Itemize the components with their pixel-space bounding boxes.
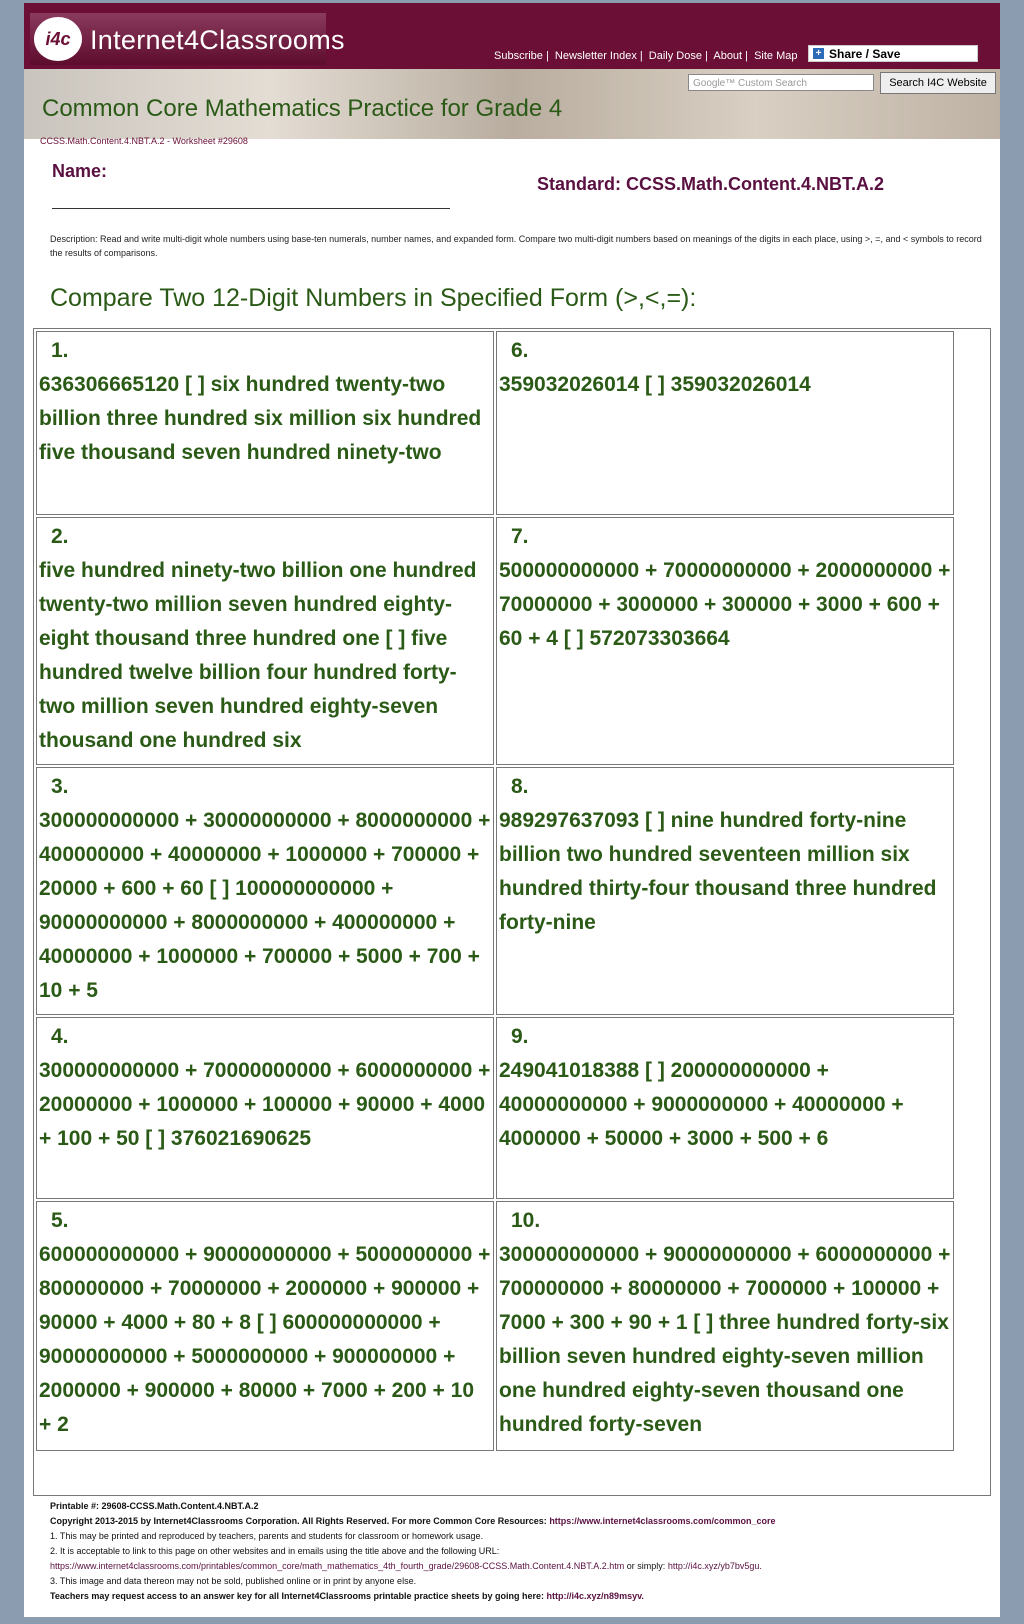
problem-text: 359032026014 [ ] 359032026014 — [499, 373, 811, 396]
standard-label: Standard: CCSS.Math.Content.4.NBT.A.2 — [537, 174, 885, 194]
problem-number: 4. — [51, 1025, 69, 1048]
problem-text: 249041018388 [ ] 200000000000 + 40000000000 + 9000000000 + 40000000 + 4000000 + 50000 + 3000 + 500 + 6 — [499, 1059, 904, 1150]
problem-number: 6. — [511, 339, 529, 362]
nav-subscribe[interactable]: Subscribe | — [494, 50, 549, 62]
share-save-label: Share / Save — [829, 47, 901, 61]
problem-number: 5. — [51, 1209, 69, 1232]
problem-text: 989297637093 [ ] nine hundred forty-nine billion two hundred seventeen million six hundred thirty-four thousand three hundred forty-nine — [499, 809, 937, 934]
name-line — [52, 208, 450, 209]
problem-text: 300000000000 + 90000000000 + 6000000000 + 700000000 + 80000000 + 7000000 + 100000 + 7000 + 300 + 90 + 1 [ ] three hundred forty-six billion seven hundred eighty-seven million one hundred eighty-seven thousand one hundred forty-seven — [499, 1243, 951, 1436]
problem-cell-5 — [36, 1201, 494, 1451]
problem-text: 300000000000 + 30000000000 + 8000000000 + 400000000 + 40000000 + 1000000 + 700000 + 20000 + 600 + 60 [ ] 100000000000 + 90000000000 + 8000000000 + 400000000 + 40000000 + 1000000 + 700000 + 5000 + 700 + 10 + 5 — [39, 809, 491, 1002]
url-or: or simply: — [626, 1561, 666, 1571]
description: Description: Read and write multi-digit whole numbers using base-ten numerals, number names, and expanded form. Compare two multi-digit numbers based on meanings of the digits in each place, using >, =, and < symbols to record the results of comparisons. — [50, 234, 982, 258]
printable-number: Printable #: 29608-CCSS.Math.Content.4.NBT.A.2 — [50, 1501, 259, 1511]
answer-key-link[interactable]: http://i4c.xyz/n89msyv. — [546, 1591, 644, 1601]
nav-daily-dose[interactable]: Daily Dose | — [648, 50, 708, 62]
search-button[interactable]: Search I4C Website — [880, 72, 996, 94]
problems-table — [33, 328, 991, 1496]
problem-number: 8. — [511, 775, 529, 798]
worksheet-id: CCSS.Math.Content.4.NBT.A.2 - Worksheet #29608 — [40, 136, 248, 146]
problem-number: 3. — [51, 775, 69, 798]
problem-number: 9. — [511, 1025, 529, 1048]
url-line — [50, 1559, 980, 1574]
rule-2: 2. It is acceptable to link to this page on other websites and in emails using the title above and the following URL: — [50, 1546, 500, 1556]
rule-1: 1. This may be printed and reproduced by teachers, parents and students for classroom or homework usage. — [50, 1531, 484, 1541]
top-nav — [494, 50, 801, 62]
search-input[interactable]: Google™ Custom Search — [688, 74, 874, 91]
page-title: Common Core Mathematics Practice for Grade 4 — [42, 95, 563, 122]
problem-cell-1 — [36, 331, 494, 515]
nav-site-map[interactable]: Site Map — [754, 50, 798, 62]
problem-cell-9 — [496, 1017, 954, 1199]
problem-number: 1. — [51, 339, 69, 362]
rule-3: 3. This image and data thereon may not be sold, published online or in print by anyone else. — [50, 1576, 417, 1586]
site-header — [24, 3, 1000, 69]
footer — [50, 1499, 980, 1604]
problem-cell-10 — [496, 1201, 954, 1451]
problem-cell-6 — [496, 331, 954, 515]
long-url-link[interactable]: https://www.internet4classrooms.com/printables/common_core/math_mathematics_4th_fourth_grade/29608-CCSS.Math.Content.4.NBT.A.2.htm — [50, 1561, 625, 1571]
i4c-logo-icon: i4c — [34, 17, 82, 61]
problem-cell-7 — [496, 517, 954, 765]
answer-key-line — [50, 1589, 980, 1604]
answer-key-text: Teachers may request access to an answer key for all Internet4Classrooms printable practice sheets by going here: — [50, 1591, 545, 1601]
problem-cell-4 — [36, 1017, 494, 1199]
problem-number: 7. — [511, 525, 529, 548]
site-logo[interactable] — [30, 13, 345, 65]
plus-icon: + — [813, 48, 824, 59]
nav-newsletter-index[interactable]: Newsletter Index | — [554, 50, 643, 62]
problem-text: 500000000000 + 70000000000 + 2000000000 + 70000000 + 3000000 + 300000 + 3000 + 600 + 60 + 4 [ ] 572073303664 — [499, 559, 951, 650]
logo-text: Internet4Classrooms — [90, 25, 345, 55]
problem-cell-3 — [36, 767, 494, 1015]
problem-text: 600000000000 + 90000000000 + 5000000000 + 800000000 + 70000000 + 2000000 + 900000 + 90000 + 4000 + 80 + 8 [ ] 600000000000 + 90000000000 + 5000000000 + 900000000 + 2000000 + 900000 + 80000 + 7000 + 200 + 10 + 2 — [39, 1243, 491, 1436]
problem-text: 636306665120 [ ] six hundred twenty-two billion three hundred six million six hundred five thousand seven hundred ninety-two — [39, 373, 482, 464]
problem-cell-2 — [36, 517, 494, 765]
nav-about[interactable]: About | — [713, 50, 749, 62]
copyright-text: Copyright 2013-2015 by Internet4Classrooms Corporation. All Rights Reserved. For more Common Core Resources: — [50, 1516, 547, 1526]
section-title: Compare Two 12-Digit Numbers in Specified Form (>,<,=): — [50, 284, 697, 312]
copyright-line — [50, 1514, 980, 1529]
problem-number: 2. — [51, 525, 69, 548]
problem-text: five hundred ninety-two billion one hundred twenty-two million seven hundred eighty-eight thousand three hundred one [ ] five hundred twelve billion four hundred forty-two million seven hundred eighty-seven thousand one hundred six — [39, 559, 477, 752]
worksheet-page — [24, 3, 1000, 1617]
name-label: Name: — [52, 161, 108, 181]
common-core-link[interactable]: https://www.internet4classrooms.com/common_core — [549, 1516, 776, 1526]
problem-cell-8 — [496, 767, 954, 1015]
problem-number: 10. — [511, 1209, 541, 1232]
problem-text: 300000000000 + 70000000000 + 6000000000 + 20000000 + 1000000 + 100000 + 90000 + 4000 + 100 + 50 [ ] 376021690625 — [39, 1059, 491, 1150]
share-save-button[interactable] — [808, 45, 978, 62]
short-url-link[interactable]: http://i4c.xyz/yb7bv5gu. — [667, 1561, 762, 1571]
